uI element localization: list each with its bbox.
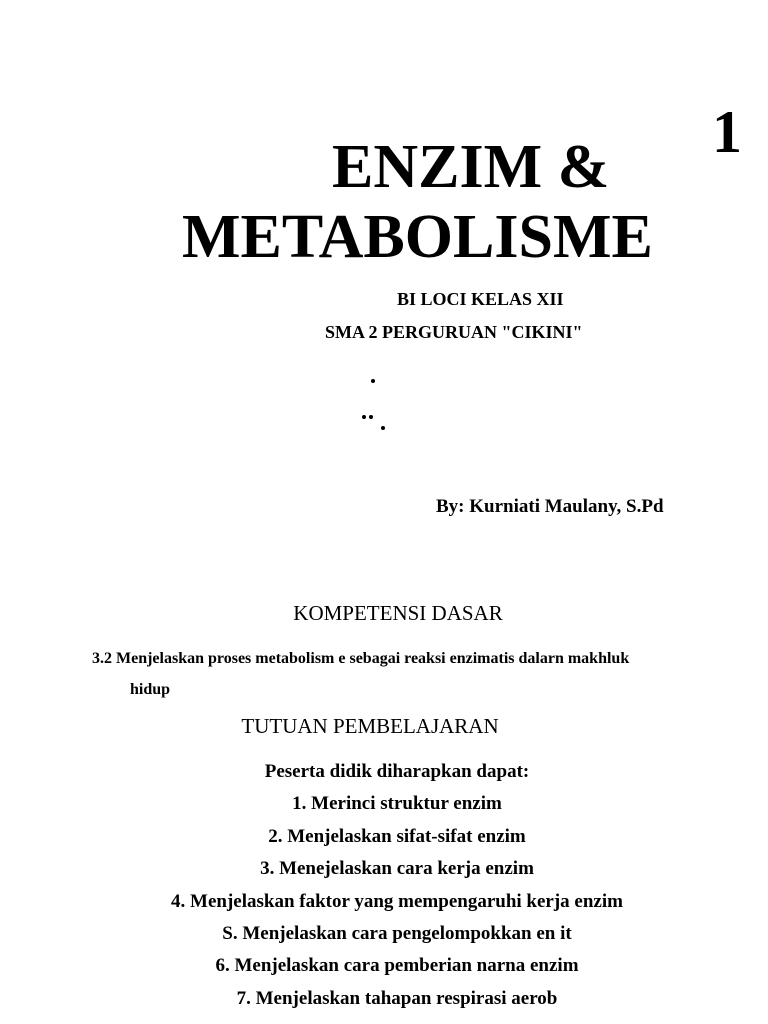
tujuan-list: [0, 756, 768, 1015]
list-item: 1. Merinci struktur enzim: [292, 793, 502, 815]
list-item: 7. Menjelaskan tahapan respirasi aerob: [236, 987, 558, 1009]
dot: [369, 415, 373, 419]
kompetensi-text-line-1: 3.2 Menjelaskan proses metabolism e sebagai reaksi enzimatis dalarn makhluk: [92, 650, 630, 667]
tujuan-intro: Peserta didik diharapkan dapat:: [264, 761, 530, 782]
tujuan-heading: TUTUAN PEMBELAJARAN: [241, 714, 499, 738]
dot: [371, 379, 375, 383]
subtitle-class: BI LOCI KELAS XII: [397, 289, 564, 309]
list-item: S. Menjelaskan cara pengelompokkan en it: [222, 923, 572, 945]
author-line: By: Kurniati Maulany, S.Pd: [436, 496, 664, 517]
dot: [362, 415, 366, 419]
dot: [381, 426, 385, 430]
list-item: 4. Menjelaskan faktor yang mempengaruhi kerja enzim: [171, 890, 623, 912]
list-item: 6. Menjelaskan cara pemberian narna enzim: [215, 955, 579, 977]
title-line-1: ENZIM &: [332, 133, 610, 201]
list-item: 2. Menjelaskan sifat-sifat enzim: [268, 825, 526, 847]
kompetensi-heading: KOMPETENSI DASAR: [293, 601, 503, 625]
title-line-2: METABOLISME: [182, 203, 653, 271]
page-number: 1: [712, 99, 742, 165]
subtitle-school: SMA 2 PERGURUAN "CIKINI": [325, 322, 583, 342]
list-item: 3. Menejelaskan cara kerja enzim: [260, 858, 534, 880]
kompetensi-text-line-2: hidup: [130, 681, 171, 698]
